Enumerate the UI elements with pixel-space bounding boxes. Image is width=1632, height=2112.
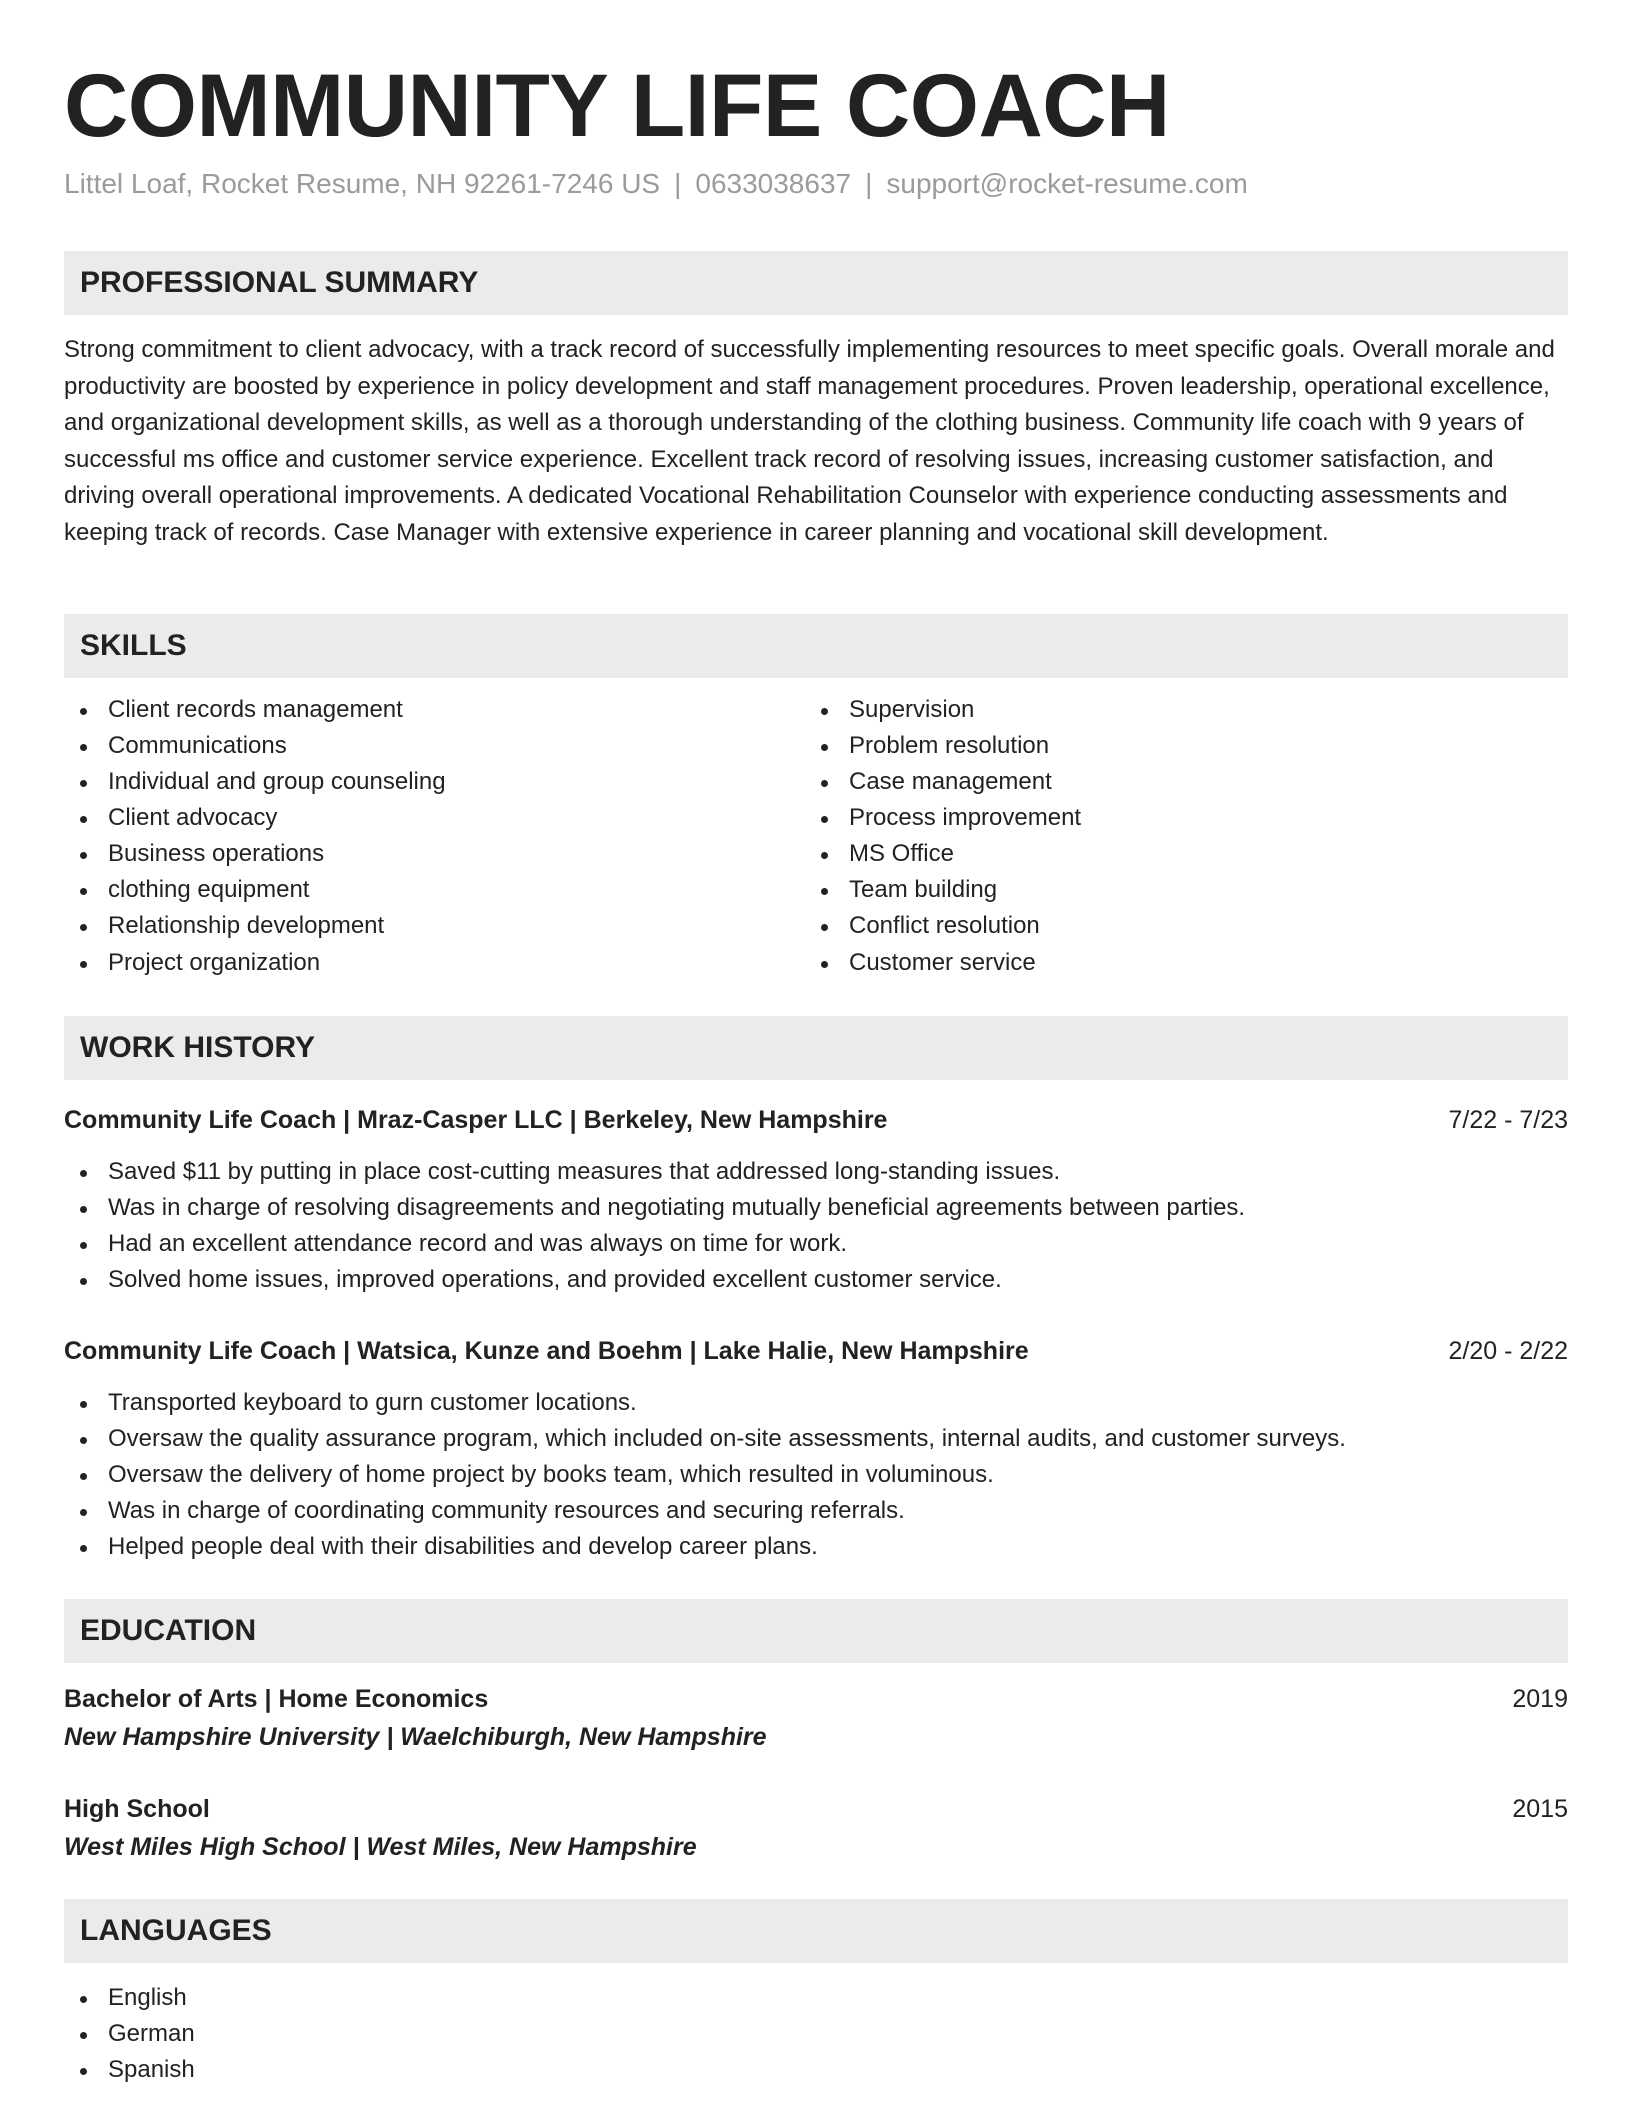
education-degree: Bachelor of Arts | Home Economics (64, 1685, 489, 1713)
skill-item: Individual and group counseling (64, 764, 799, 800)
skill-item: Team building (805, 872, 1568, 908)
education-year: 2015 (1512, 1795, 1568, 1823)
contact-address: Littel Loaf, Rocket Resume, NH 92261-7246 US (64, 168, 661, 199)
job-bullet-item: Was in charge of coordinating community resources and securing referrals. (64, 1493, 1568, 1529)
job-bullet-item: Oversaw the quality assurance program, which included on-site assessments, internal audits, and customer surveys. (64, 1421, 1568, 1457)
job-bullet-item: Solved home issues, improved operations, and provided excellent customer service. (64, 1262, 1568, 1298)
job-heading: Community Life Coach | Watsica, Kunze and Boehm | Lake Halie, New Hampshire (64, 1337, 1029, 1365)
languages-list (64, 1980, 799, 2088)
languages-section-header (64, 1899, 1568, 1963)
job-dates: 2/20 - 2/22 (1448, 1337, 1568, 1365)
job-bullets (64, 1385, 1568, 1566)
job-bullet-item: Was in charge of resolving disagreements and negotiating mutually beneficial agreements between parties. (64, 1190, 1568, 1226)
language-item: German (64, 2016, 799, 2052)
contact-separator: | (674, 168, 682, 199)
job-bullet-item: Had an excellent attendance record and was always on time for work. (64, 1226, 1568, 1262)
education-section-header (64, 1599, 1568, 1663)
skills-list-right (805, 692, 1568, 981)
work-section-header (64, 1016, 1568, 1080)
job-bullet-item: Saved $11 by putting in place cost-cutting measures that addressed long-standing issues. (64, 1154, 1568, 1190)
job-bullet-item: Helped people deal with their disabilities and develop career plans. (64, 1529, 1568, 1566)
skills-list-left (64, 692, 799, 981)
skills-section-header (64, 614, 1568, 678)
skill-item: Client records management (64, 692, 799, 728)
education-section-title: EDUCATION (80, 1614, 257, 1647)
language-item: English (64, 1980, 799, 2016)
skill-item: Project organization (64, 945, 799, 981)
skill-item: Relationship development (64, 908, 799, 945)
skill-item: Business operations (64, 836, 799, 872)
summary-section-title: PROFESSIONAL SUMMARY (80, 266, 479, 299)
languages-section-title: LANGUAGES (80, 1914, 272, 1947)
job-dates: 7/22 - 7/23 (1448, 1106, 1568, 1134)
skill-item: MS Office (805, 836, 1568, 872)
skill-item: Process improvement (805, 800, 1568, 836)
language-item: Spanish (64, 2052, 799, 2088)
summary-text: Strong commitment to client advocacy, with a track record of successfully implementing resources to meet specific goals. Overall morale and productivity are boosted by experience in policy development and staff management procedures. Proven leadership, operational excellence, and organizational development skills, as well as a thorough understanding of the clothing business. Community life coach with 9 years of successful ms office and customer service experience. Excellent track record of resolving issues, increasing customer satisfaction, and driving overall operational improvements. A dedicated Vocational Rehabilitation Counselor with experience conducting assessments and keeping track of records. Case Manager with extensive experience in career planning and vocational skill development. (64, 336, 1555, 546)
skill-item: clothing equipment (64, 872, 799, 908)
work-section-title: WORK HISTORY (80, 1031, 316, 1064)
job-heading: Community Life Coach | Mraz-Casper LLC | Berkeley, New Hampshire (64, 1106, 888, 1134)
education-year: 2019 (1512, 1685, 1568, 1713)
skill-item: Customer service (805, 945, 1568, 981)
skill-item: Case management (805, 764, 1568, 800)
job-bullet-item: Oversaw the delivery of home project by books team, which resulted in voluminous. (64, 1457, 1568, 1493)
education-school: West Miles High School | West Miles, New Hampshire (64, 1833, 697, 1861)
skill-item: Conflict resolution (805, 908, 1568, 945)
resume-name-heading: COMMUNITY LIFE COACH (64, 55, 1170, 155)
skill-item: Client advocacy (64, 800, 799, 836)
skill-item: Communications (64, 728, 799, 764)
summary-section-header (64, 251, 1568, 315)
contact-line (64, 162, 1248, 206)
skill-item: Problem resolution (805, 728, 1568, 764)
contact-separator: | (865, 168, 873, 199)
skill-item: Supervision (805, 692, 1568, 728)
contact-email[interactable]: support@rocket-resume.com (886, 168, 1248, 199)
education-degree: High School (64, 1795, 210, 1823)
education-school: New Hampshire University | Waelchiburgh, New Hampshire (64, 1723, 767, 1751)
job-bullet-item: Transported keyboard to gurn customer locations. (64, 1385, 1568, 1421)
contact-phone: 0633038637 (695, 168, 852, 199)
job-bullets (64, 1154, 1568, 1298)
skills-section-title: SKILLS (80, 629, 187, 662)
